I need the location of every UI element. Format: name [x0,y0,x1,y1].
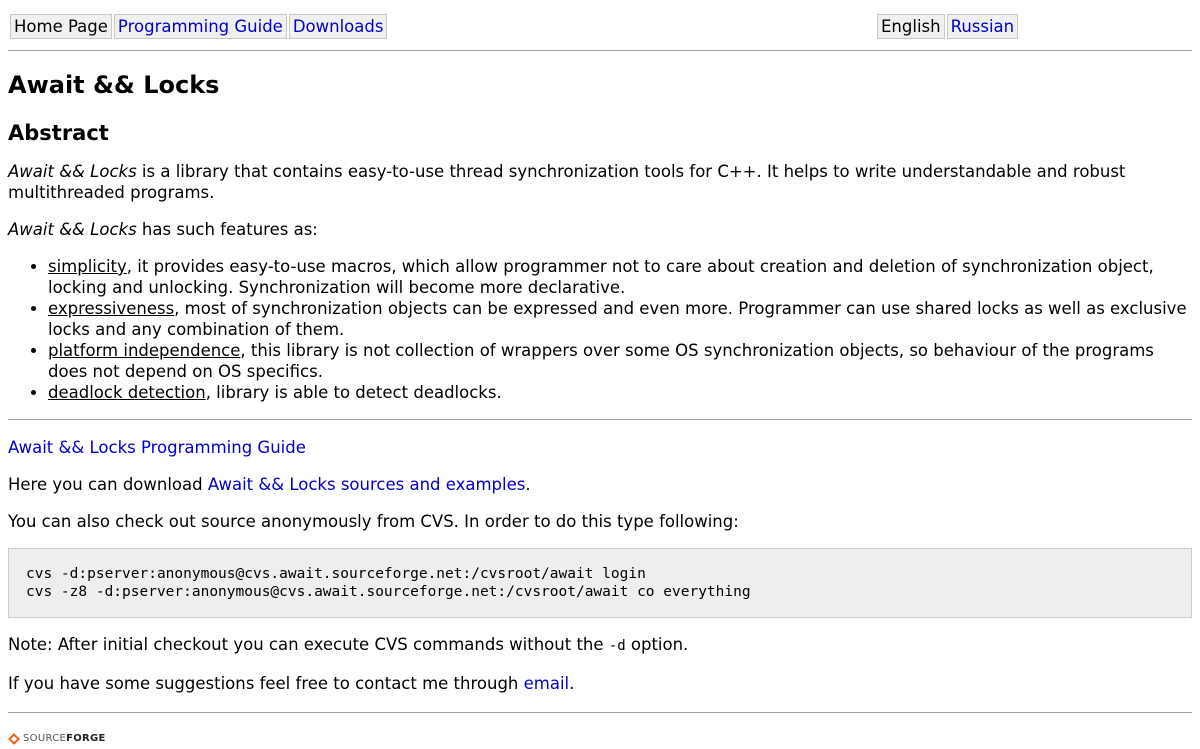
bottom-divider [8,712,1192,713]
intro-paragraph: Await && Locks is a library that contains easy-to-use thread synchronization tools for C++. It helps to write understandable and robust multithreaded programs. [8,162,1126,202]
cvs-code-block: cvs -d:pserver:anonymous@cvs.await.sourceforge.net:/cvsroot/await login cvs -z8 -d:pserver:anonymous@cvs.await.sourceforge.net:/cvsroot/await co everything [8,548,1192,618]
abstract-heading: Abstract [8,121,109,145]
note-paragraph: Note: After initial checkout you can execute CVS commands without the -d option. [8,635,689,654]
feature-term: platform independence [48,341,241,360]
feature-term: expressiveness [48,299,175,318]
lang-english[interactable]: English [877,14,945,39]
programming-guide-link[interactable]: Await && Locks Programming Guide [8,438,306,457]
guide-paragraph [8,437,1192,458]
feature-simplicity: • simplicity, it provides easy-to-use macros, which allow programmer not to care about creation and deletion of synchronization object, locking and unlocking. Synchronization will become more declarative. [48,256,1192,298]
option-code: -d [608,638,626,654]
top-divider [8,50,1192,51]
feature-deadlock-detection: • deadlock detection, library is able to detect deadlocks. [48,382,1192,403]
sourceforge-icon [8,733,20,745]
section-divider [8,419,1192,420]
cvs-intro: You can also check out source anonymously from CVS. In order to do this type following: [8,512,739,531]
nav-home-page[interactable]: Home Page [10,14,112,39]
page-title: Await && Locks [8,71,220,99]
nav-downloads[interactable]: Downloads [289,14,388,39]
language-nav [877,14,1020,39]
contact-paragraph: If you have some suggestions feel free to contact me through email. [8,674,575,693]
features-intro: Await && Locks has such features as: [8,220,318,239]
feature-term: simplicity [48,257,127,276]
sourceforge-logo[interactable] [8,728,106,749]
feature-expressiveness: • expressiveness, most of synchronization objects can be expressed and even more. Programmer can use shared locks as well as exclusive locks and any combination of them. [48,298,1192,340]
top-navigation [0,0,1200,50]
nav-programming-guide[interactable]: Programming Guide [114,14,287,39]
lang-russian[interactable]: Russian [947,14,1019,39]
download-paragraph: Here you can download Await && Locks sources and examples. [8,475,531,494]
sourceforge-wordmark: SOURCEFORGE [23,733,106,744]
sources-download-link[interactable]: Await && Locks sources and examples [207,475,526,494]
features-list [8,256,1192,403]
library-name: Await && Locks [8,220,137,239]
email-link[interactable]: email [523,674,570,693]
feature-term: deadlock detection [48,383,206,402]
main-nav [10,14,389,39]
library-name: Await && Locks [8,162,137,181]
feature-platform-independence: • platform independence, this library is not collection of wrappers over some OS synchronization objects, so behaviour of the programs does not depend on OS specifics. [48,340,1192,382]
